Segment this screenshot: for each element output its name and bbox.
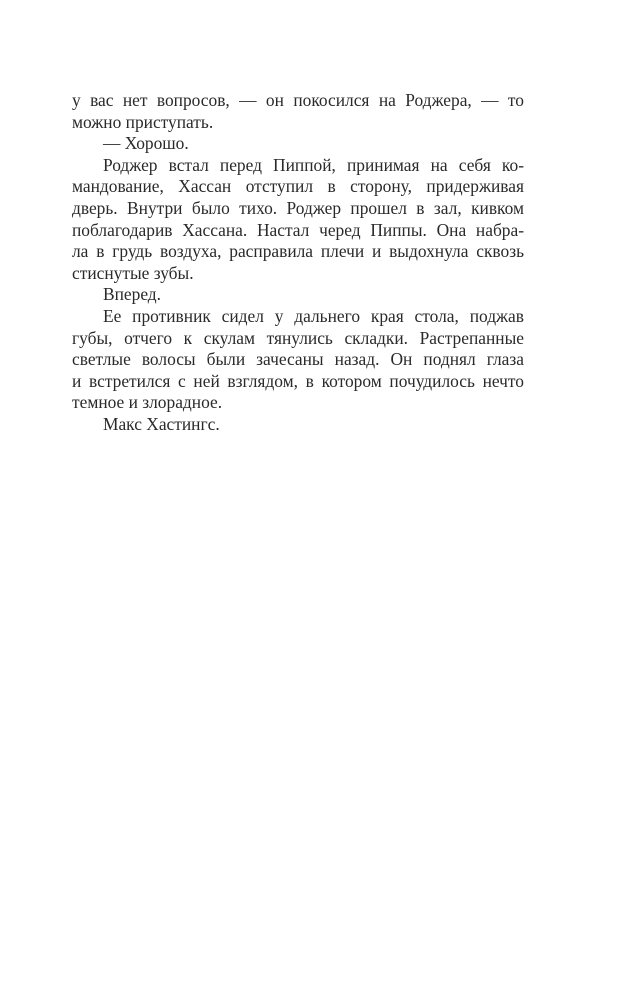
text-line: стиснутые зубы. [72, 262, 194, 283]
text-line: у вас нет вопросов, — он покосился на Роджера, — то [72, 90, 524, 110]
text-line: ла в грудь воздуха, расправила плечи и выдохнула сквозь [72, 241, 524, 262]
paragraph [72, 284, 524, 306]
paragraph [72, 90, 524, 133]
paragraph [72, 306, 524, 414]
text-line: дверь. Внутри было тихо. Роджер прошел в зал, кивком [72, 197, 524, 218]
text-line: и встретился с ней взглядом, в котором почудилось нечто [72, 370, 524, 391]
paragraph [72, 155, 524, 285]
text-line: Макс Хастингс. [103, 413, 220, 434]
text-line: темное и злорадное. [72, 392, 223, 413]
paragraph [72, 133, 524, 155]
paragraph [72, 414, 524, 436]
text-line: можно приступать. [72, 111, 214, 132]
text-line: губы, отчего к скулам тянулись складки. Растрепанные [72, 327, 524, 348]
text-line: поблагодарив Хассана. Настал черед Пиппы. Она набра- [72, 219, 524, 240]
book-page-text [72, 90, 524, 436]
text-line: мандование, Хассан отступил в сторону, придерживая [72, 176, 524, 197]
text-line: — Хорошо. [103, 133, 189, 154]
text-line: светлые волосы были зачесаны назад. Он поднял глаза [72, 349, 524, 370]
text-line: Вперед. [103, 284, 162, 305]
text-line: Ее противник сидел у дальнего края стола, поджав [103, 305, 524, 326]
text-line: Роджер встал перед Пиппой, принимая на себя ко- [103, 154, 524, 175]
